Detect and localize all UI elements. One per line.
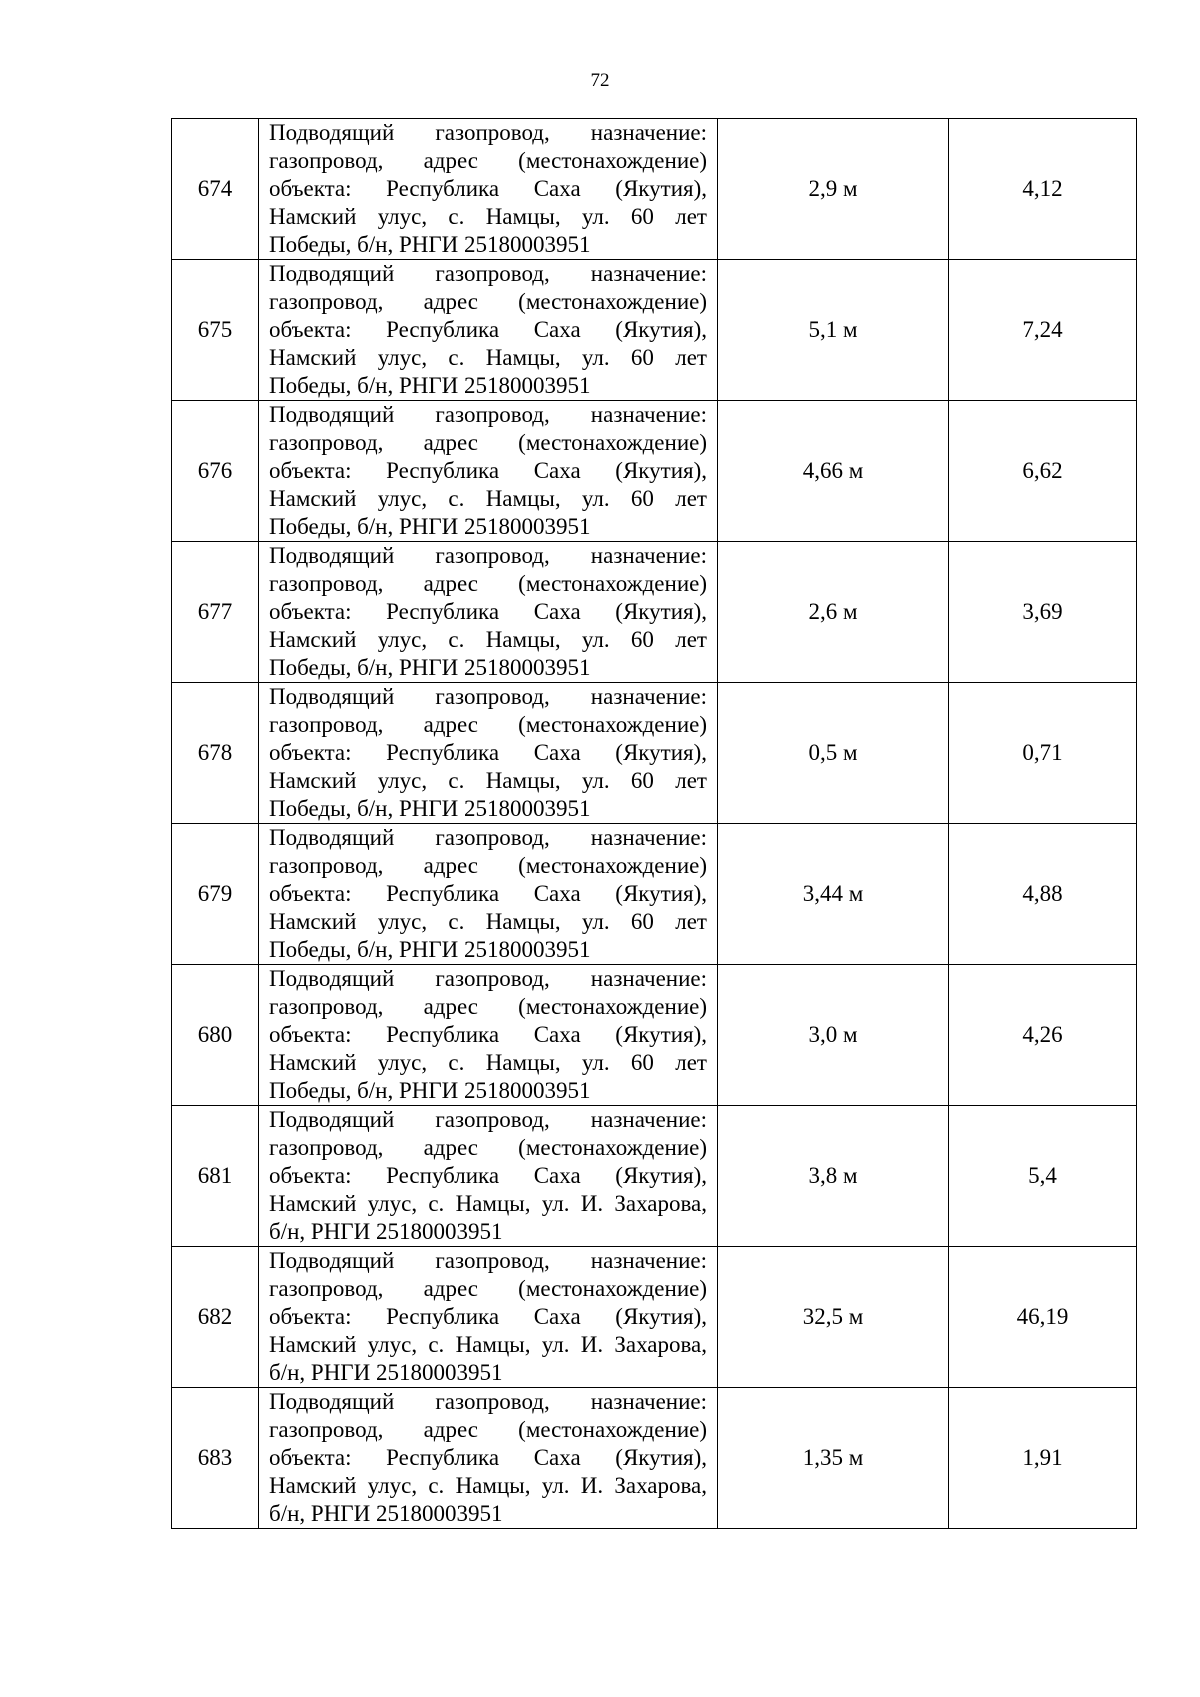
- description-text: [259, 401, 717, 541]
- row-number-cell: 677: [172, 542, 259, 683]
- description-line: объекта: Республика Саха (Якутия),: [269, 881, 707, 906]
- description-line: Подводящий газопровод, назначение:: [269, 1248, 707, 1273]
- description-text: [259, 260, 717, 400]
- description-line: Подводящий газопровод, назначение:: [269, 1389, 707, 1414]
- length-cell: 5,1 м: [718, 260, 949, 401]
- description-line: объекта: Республика Саха (Якутия),: [269, 176, 707, 201]
- description-line: Намский улус, с. Намцы, ул. И. Захарова,: [269, 1332, 707, 1357]
- value-cell: 4,88: [949, 824, 1137, 965]
- description-line: Подводящий газопровод, назначение:: [269, 402, 707, 427]
- length-cell: 2,6 м: [718, 542, 949, 683]
- description-line: газопровод, адрес (местонахождение): [269, 571, 707, 596]
- registry-table-body: [172, 119, 1137, 1529]
- description-line: объекта: Республика Саха (Якутия),: [269, 317, 707, 342]
- description-line: б/н, РНГИ 25180003951: [269, 1360, 503, 1385]
- description-line: Победы, б/н, РНГИ 25180003951: [269, 796, 591, 821]
- description-line: газопровод, адрес (местонахождение): [269, 994, 707, 1019]
- length-cell: 3,44 м: [718, 824, 949, 965]
- description-line: Намский улус, с. Намцы, ул. И. Захарова,: [269, 1473, 707, 1498]
- description-text: [259, 1388, 717, 1528]
- table-row: [172, 260, 1137, 401]
- description-line: объекта: Республика Саха (Якутия),: [269, 740, 707, 765]
- description-line: газопровод, адрес (местонахождение): [269, 1135, 707, 1160]
- description-line: объекта: Республика Саха (Якутия),: [269, 1304, 707, 1329]
- description-cell: [259, 965, 718, 1106]
- length-cell: 0,5 м: [718, 683, 949, 824]
- value-cell: 5,4: [949, 1106, 1137, 1247]
- description-line: Подводящий газопровод, назначение:: [269, 543, 707, 568]
- description-line: газопровод, адрес (местонахождение): [269, 148, 707, 173]
- description-line: Намский улус, с. Намцы, ул. 60 лет: [269, 909, 707, 934]
- length-cell: 1,35 м: [718, 1388, 949, 1529]
- description-line: Подводящий газопровод, назначение:: [269, 261, 707, 286]
- description-line: Победы, б/н, РНГИ 25180003951: [269, 232, 591, 257]
- description-line: Победы, б/н, РНГИ 25180003951: [269, 937, 591, 962]
- row-number-cell: 678: [172, 683, 259, 824]
- description-text: [259, 542, 717, 682]
- description-line: Подводящий газопровод, назначение:: [269, 825, 707, 850]
- description-cell: [259, 542, 718, 683]
- description-line: Подводящий газопровод, назначение:: [269, 966, 707, 991]
- description-cell: [259, 1106, 718, 1247]
- row-number-cell: 676: [172, 401, 259, 542]
- description-line: газопровод, адрес (местонахождение): [269, 1417, 707, 1442]
- value-cell: 4,26: [949, 965, 1137, 1106]
- description-line: Победы, б/н, РНГИ 25180003951: [269, 373, 591, 398]
- length-cell: 4,66 м: [718, 401, 949, 542]
- row-number-cell: 682: [172, 1247, 259, 1388]
- table-row: [172, 683, 1137, 824]
- description-line: Подводящий газопровод, назначение:: [269, 1107, 707, 1132]
- description-line: Намский улус, с. Намцы, ул. 60 лет: [269, 768, 707, 793]
- description-cell: [259, 824, 718, 965]
- description-line: Победы, б/н, РНГИ 25180003951: [269, 655, 591, 680]
- row-number-cell: 679: [172, 824, 259, 965]
- description-line: газопровод, адрес (местонахождение): [269, 1276, 707, 1301]
- value-cell: 4,12: [949, 119, 1137, 260]
- description-cell: [259, 401, 718, 542]
- table-row: [172, 1388, 1137, 1529]
- row-number-cell: 674: [172, 119, 259, 260]
- table-row: [172, 1247, 1137, 1388]
- description-line: газопровод, адрес (местонахождение): [269, 430, 707, 455]
- description-cell: [259, 1247, 718, 1388]
- description-line: Победы, б/н, РНГИ 25180003951: [269, 1078, 591, 1103]
- row-number-cell: 675: [172, 260, 259, 401]
- description-line: объекта: Республика Саха (Якутия),: [269, 1445, 707, 1470]
- description-cell: [259, 683, 718, 824]
- description-line: Намский улус, с. Намцы, ул. 60 лет: [269, 627, 707, 652]
- page-number: 72: [590, 70, 610, 91]
- table-row: [172, 401, 1137, 542]
- description-line: газопровод, адрес (местонахождение): [269, 712, 707, 737]
- value-cell: 3,69: [949, 542, 1137, 683]
- description-line: Победы, б/н, РНГИ 25180003951: [269, 514, 591, 539]
- description-line: Намский улус, с. Намцы, ул. 60 лет: [269, 486, 707, 511]
- description-line: объекта: Республика Саха (Якутия),: [269, 599, 707, 624]
- description-line: Подводящий газопровод, назначение:: [269, 120, 707, 145]
- length-cell: 32,5 м: [718, 1247, 949, 1388]
- registry-table: [171, 118, 1137, 1529]
- value-cell: 7,24: [949, 260, 1137, 401]
- description-line: б/н, РНГИ 25180003951: [269, 1219, 503, 1244]
- description-line: б/н, РНГИ 25180003951: [269, 1501, 503, 1526]
- length-cell: 2,9 м: [718, 119, 949, 260]
- description-text: [259, 1106, 717, 1246]
- value-cell: 1,91: [949, 1388, 1137, 1529]
- length-cell: 3,8 м: [718, 1106, 949, 1247]
- value-cell: 6,62: [949, 401, 1137, 542]
- description-line: Намский улус, с. Намцы, ул. 60 лет: [269, 1050, 707, 1075]
- description-line: Подводящий газопровод, назначение:: [269, 684, 707, 709]
- description-line: объекта: Республика Саха (Якутия),: [269, 1163, 707, 1188]
- description-line: объекта: Республика Саха (Якутия),: [269, 1022, 707, 1047]
- description-line: газопровод, адрес (местонахождение): [269, 853, 707, 878]
- table-row: [172, 1106, 1137, 1247]
- description-text: [259, 119, 717, 259]
- description-line: Намский улус, с. Намцы, ул. 60 лет: [269, 345, 707, 370]
- row-number-cell: 681: [172, 1106, 259, 1247]
- value-cell: 46,19: [949, 1247, 1137, 1388]
- description-line: Намский улус, с. Намцы, ул. И. Захарова,: [269, 1191, 707, 1216]
- description-text: [259, 683, 717, 823]
- value-cell: 0,71: [949, 683, 1137, 824]
- table-row: [172, 119, 1137, 260]
- description-cell: [259, 260, 718, 401]
- length-cell: 3,0 м: [718, 965, 949, 1106]
- description-line: газопровод, адрес (местонахождение): [269, 289, 707, 314]
- row-number-cell: 683: [172, 1388, 259, 1529]
- description-line: объекта: Республика Саха (Якутия),: [269, 458, 707, 483]
- table-row: [172, 965, 1137, 1106]
- description-line: Намский улус, с. Намцы, ул. 60 лет: [269, 204, 707, 229]
- description-text: [259, 824, 717, 964]
- table-row: [172, 824, 1137, 965]
- description-text: [259, 1247, 717, 1387]
- row-number-cell: 680: [172, 965, 259, 1106]
- description-cell: [259, 1388, 718, 1529]
- description-text: [259, 965, 717, 1105]
- description-cell: [259, 119, 718, 260]
- table-row: [172, 542, 1137, 683]
